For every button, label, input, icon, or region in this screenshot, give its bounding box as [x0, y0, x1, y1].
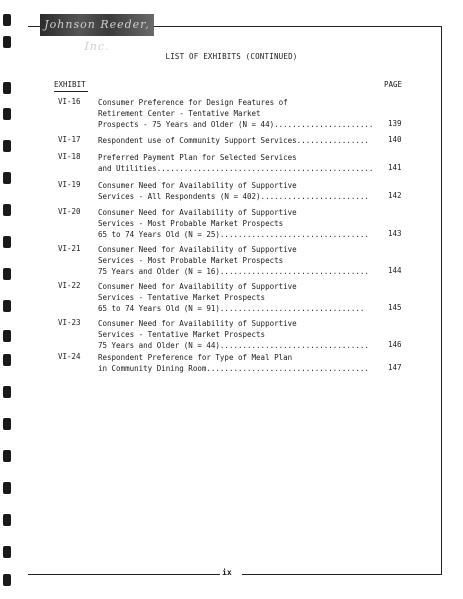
binder-hole	[3, 482, 11, 494]
binder-hole	[3, 82, 11, 94]
exhibit-title-line: Retirement Center - Tentative Market	[98, 109, 261, 118]
exhibit-number: VI-20	[58, 207, 81, 216]
exhibit-number: VI-17	[58, 135, 81, 144]
exhibit-title-line: Services - Most Probable Market Prospects	[98, 256, 284, 265]
binder-hole	[3, 386, 11, 398]
exhibit-title	[98, 97, 378, 130]
binder-hole	[3, 514, 11, 526]
exhibit-page-number: 147	[388, 363, 402, 372]
exhibit-title-line: Services - Most Probable Market Prospects	[98, 219, 284, 228]
binder-hole	[3, 14, 11, 26]
exhibit-title	[98, 207, 378, 240]
exhibit-page-number: 139	[388, 119, 402, 128]
exhibit-title	[98, 180, 378, 202]
page-title: LIST OF EXHIBITS (CONTINUED)	[165, 52, 298, 61]
binder-hole	[3, 418, 11, 430]
exhibit-title-line: and Utilities................................................	[98, 164, 374, 173]
exhibit-page-number: 142	[388, 191, 402, 200]
binder-hole	[3, 330, 11, 342]
exhibit-title-line: Respondent use of Community Support Services................	[98, 136, 369, 145]
exhibit-page-number: 146	[388, 340, 402, 349]
exhibit-page-number: 144	[388, 266, 402, 275]
binder-hole	[3, 354, 11, 366]
exhibit-number: VI-22	[58, 281, 81, 290]
binder-holes-strip	[0, 0, 14, 599]
company-logo	[40, 14, 154, 53]
binder-hole	[3, 172, 11, 184]
exhibit-title-line: Services - Tentative Market Prospects	[98, 330, 266, 339]
exhibit-title-line: Consumer Need for Availability of Supportive	[98, 181, 297, 190]
exhibit-title-line: Prospects - 75 Years and Older (N = 44)......................	[98, 120, 374, 129]
binder-hole	[3, 574, 11, 586]
exhibit-title-line: 75 Years and Older (N = 44).................................	[98, 341, 369, 350]
exhibit-title-line: Consumer Need for Availability of Supportive	[98, 282, 297, 291]
frame-bottom-rule-right	[242, 574, 442, 575]
exhibit-number: VI-18	[58, 152, 81, 161]
exhibit-title-line: Services - Tentative Market Prospects	[98, 293, 266, 302]
exhibit-title-line: Consumer Need for Availability of Supportive	[98, 319, 297, 328]
exhibit-page-number: 143	[388, 229, 402, 238]
exhibit-title-line: Respondent Preference for Type of Meal Plan	[98, 353, 293, 362]
exhibit-title	[98, 281, 378, 314]
exhibit-title-line: Services - All Respondents (N = 402)........................	[98, 192, 369, 201]
exhibit-title-line: Preferred Payment Plan for Selected Services	[98, 153, 297, 162]
exhibit-title-line: 65 to 74 Years Old (N = 91)................................	[98, 304, 365, 313]
exhibit-title-line: Consumer Preference for Design Features of	[98, 98, 288, 107]
exhibit-title	[98, 352, 378, 374]
exhibit-title-line: 75 Years and Older (N = 16).................................	[98, 267, 369, 276]
exhibit-title-line: Consumer Need for Availability of Supportive	[98, 208, 297, 217]
binder-hole	[3, 236, 11, 248]
logo-text: Johnson Reeder, Inc.	[44, 18, 150, 53]
frame-right-rule	[441, 26, 442, 574]
exhibit-title-line: 65 to 74 Years Old (N = 25).................................	[98, 230, 369, 239]
exhibit-title	[98, 318, 378, 351]
exhibit-number: VI-23	[58, 318, 81, 327]
column-header-underline	[54, 91, 88, 92]
binder-hole	[3, 36, 11, 48]
binder-hole	[3, 140, 11, 152]
exhibit-page-number: 140	[388, 135, 402, 144]
exhibit-page-number: 145	[388, 303, 402, 312]
exhibit-title	[98, 135, 378, 146]
binder-hole	[3, 268, 11, 280]
binder-hole	[3, 300, 11, 312]
exhibit-number: VI-21	[58, 244, 81, 253]
frame-bottom-rule-left	[28, 574, 220, 575]
binder-hole	[3, 450, 11, 462]
binder-hole	[3, 546, 11, 558]
exhibit-title	[98, 244, 378, 277]
exhibit-number: VI-19	[58, 180, 81, 189]
exhibit-number: VI-24	[58, 352, 81, 361]
column-header-page: PAGE	[384, 80, 403, 89]
exhibit-page-number: 141	[388, 163, 402, 172]
binder-hole	[3, 108, 11, 120]
exhibit-title	[98, 152, 378, 174]
exhibit-title-line: Consumer Need for Availability of Supportive	[98, 245, 297, 254]
column-header-exhibit: EXHIBIT	[54, 80, 86, 89]
exhibit-title-line: in Community Dining Room....................................	[98, 364, 369, 373]
page-number: ix	[222, 568, 232, 577]
exhibit-number: VI-16	[58, 97, 81, 106]
binder-hole	[3, 204, 11, 216]
